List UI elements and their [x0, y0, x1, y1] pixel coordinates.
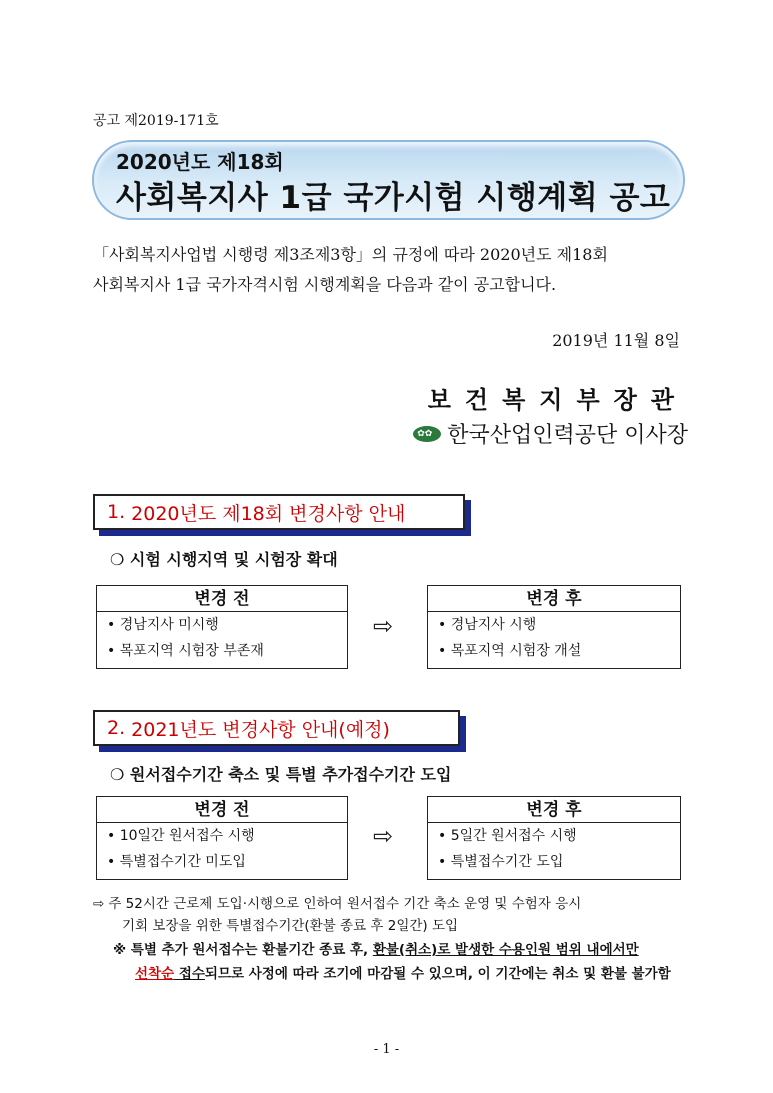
section-2-after-box [427, 796, 681, 880]
notice-date: 2019년 11월 8일 [552, 331, 680, 350]
note-arrow-icon: ⇨ [93, 896, 105, 912]
warning-text-1: ※ 특별 추가 원서접수는 환불기간 종료 후, [113, 942, 373, 958]
section-1-after-item: • 목포지역 시험장 개설 [438, 643, 582, 659]
section-1-number: 1. [107, 501, 126, 523]
warning-receipt-text: 접수 [174, 966, 205, 982]
warning-first-come-text: 선착순 [135, 966, 175, 982]
page-number: - 1 - [373, 1042, 400, 1057]
warning-text-2: 되므로 사정에 따라 조기에 마감될 수 있으며, 이 기간에는 취소 및 환불 불가함 [204, 966, 671, 982]
note-line-2: 기회 보장을 위한 특별접수기간(환불 종료 후 2일간) 도입 [122, 918, 459, 934]
title-banner [92, 140, 685, 220]
section-1-after-box [427, 585, 681, 669]
section-2-after-item: • 특별접수기간 도입 [438, 854, 564, 870]
section-1-title: 2020년도 제18회 변경사항 안내 [131, 502, 406, 525]
right-arrow-icon: ⇨ [373, 612, 394, 640]
agency-line [413, 418, 688, 449]
section-1-before-item: • 목포지역 시험장 부존재 [107, 643, 264, 659]
intro-paragraph [93, 240, 693, 300]
section-1-before-box [96, 585, 348, 669]
intro-line-2: 사회복지사 1급 국가자격시험 시행계획을 다음과 같이 공고합니다. [93, 275, 557, 294]
section-1-after-item: • 경남지사 시행 [438, 617, 537, 633]
minister-name: 보건복지부장관 [427, 385, 688, 414]
section-2-before-title: 변경 전 [97, 797, 347, 823]
note-block [93, 893, 693, 937]
warning-underlined-text: 환불(취소)로 발생한 수용인원 범위 내에서만 [372, 942, 639, 958]
section-1-before-title: 변경 전 [97, 586, 347, 612]
section-2-number: 2. [107, 717, 126, 739]
section-2-bullet: ❍ 원서접수기간 축소 및 특별 추가접수기간 도입 [110, 765, 452, 784]
agency-logo-icon [413, 426, 441, 442]
section-1-heading [93, 494, 465, 530]
notice-number: 공고 제2019-171호 [93, 113, 219, 129]
banner-title: 사회복지사 1급 국가시험 시행계획 공고 [116, 180, 671, 216]
banner-subtitle: 2020년도 제18회 [116, 150, 284, 174]
section-2-before-item: • 10일간 원서접수 시행 [107, 828, 255, 844]
right-arrow-icon: ⇨ [373, 822, 394, 850]
section-2-heading [93, 710, 460, 746]
agency-name: 한국산업인력공단 이사장 [447, 423, 688, 448]
warning-block [113, 938, 693, 986]
section-1-before-item: • 경남지사 미시행 [107, 617, 219, 633]
section-2-before-box [96, 796, 348, 880]
section-2-before-item: • 특별접수기간 미도입 [107, 854, 246, 870]
intro-line-1: 「사회복지사업법 시행령 제3조제3항」의 규정에 따라 2020년도 제18회 [93, 245, 608, 264]
section-2-after-title: 변경 후 [428, 797, 680, 823]
note-line-1: 주 52시간 근로제 도입·시행으로 인하여 원서접수 기간 축소 운영 및 수험자 응시 [108, 896, 582, 912]
section-2-after-item: • 5일간 원서접수 시행 [438, 828, 577, 844]
section-1-bullet: ❍ 시험 시행지역 및 시험장 확대 [110, 550, 338, 569]
section-2-title: 2021년도 변경사항 안내(예정) [131, 718, 390, 741]
section-1-after-title: 변경 후 [428, 586, 680, 612]
